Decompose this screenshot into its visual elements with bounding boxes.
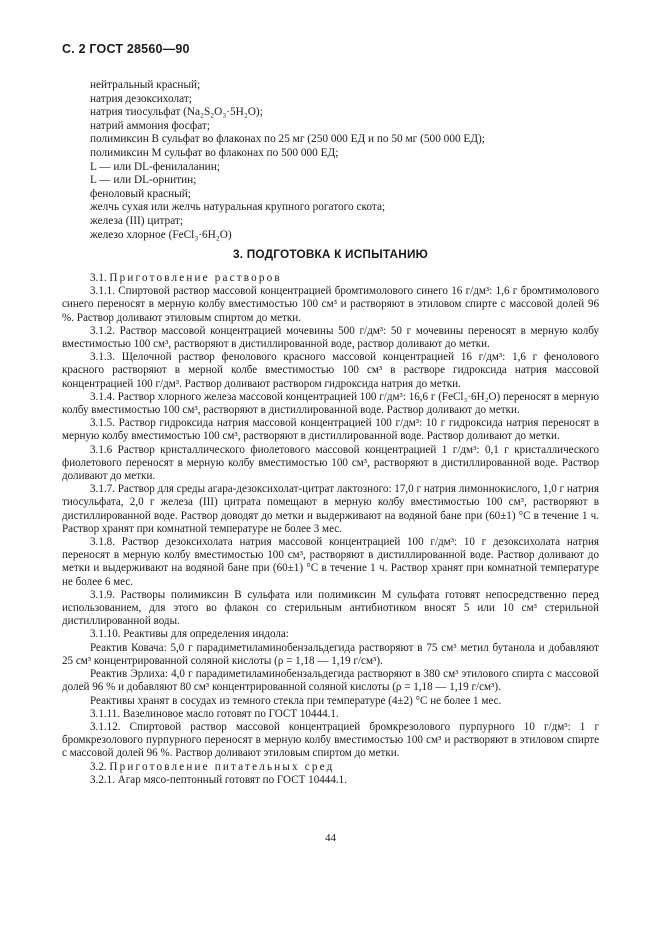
paragraph: 3.1.7. Раствор для среды агара-дезоксихолат-цитрат лактозного: 17,0 г натрия лимоннокислого, 1,0 г натрия тиосульфата, 2,0 г железа (III) цитрата помещают в мерную колбу вместимостью 100 см³, растворяют в дистиллированной воде. Раствор доводят до метки и выдерживают на водяной бане при (60±1) °С в течение 1 ч. Раствор хранят при комнатной температуре не более 3 мес. <box>62 483 600 535</box>
paragraph: 3.1.5. Раствор гидроксида натрия массовой концентрацией 100 г/дм³: 10 г гидроксида натрия переносят в мерную колбу вместимостью 100 см³, растворяют в дистиллированной воде. Раствор доливают до метки. <box>62 417 599 443</box>
list-item: L — или DL-фенилаланин; <box>90 160 220 173</box>
section-body <box>62 272 599 787</box>
list-item: натрия тиосульфат (Na₂S₂O₃·5H₂O); <box>90 106 263 119</box>
list-item: полимиксин В сульфат во флаконах по 25 мг (250 000 ЕД и по 50 мг (500 000 ЕД); <box>90 133 485 146</box>
list-item: феноловый красный; <box>90 187 191 200</box>
list-item: натрий аммония фосфат; <box>90 119 210 132</box>
section-title: 3. ПОДГОТОВКА К ИСПЫТАНИЮ <box>233 247 428 261</box>
paragraph: 3.1.6 Раствор кристаллического фиолетового массовой концентрацией 1 г/дм³: 0,1 г кристаллического фиолетового переносят в мерную колбу вместимостью 100 см³, растворяют в дистиллированной воде. Раствор доливают до метки. <box>62 443 599 483</box>
subsection-heading <box>62 761 599 774</box>
subsection-heading <box>62 272 599 285</box>
paragraph: 3.1.4. Раствор хлорного железа массовой концентрацией 100 г/дм³: 16,6 г (FeCl₃·6H₂O) переносят в мерную колбу вместимостью 100 см³, растворяют в дистиллированной воде. Раствор доливают до метки. <box>62 390 599 417</box>
subsection-number: 3.2. <box>90 760 107 773</box>
subsection-title: Приготовление растворов <box>109 272 282 284</box>
list-item: полимиксин М сульфат во флаконах по 500 000 ЕД; <box>90 146 339 159</box>
paragraph: Реактив Эрлиха: 4,0 г парадиметиламинобензальдегида растворяют в 380 см³ этилового спирта с массовой долей 96 % и добавляют 80 см³ концентрированной соляной кислоты (ρ = 1,18 — 1,19 г/см³). <box>62 668 599 694</box>
paragraph: 3.1.3. Щелочной раствор фенолового красного массовой концентрацией 16 г/дм³: 1,6 г фенолового красного растворяют в мерной колбе вместимостью 100 см³ в растворе гидроксида натрия массовой концентрацией 100 г/дм³. Раствор доливают раствором гидроксида натрия до метки. <box>62 351 599 390</box>
list-item: железа (III) цитрат; <box>90 214 184 227</box>
paragraph: 3.1.8. Раствор дезоксихолата натрия массовой концентрацией 100 г/дм³: 10 г дезоксихолата натрия переносят в мерную колбу вместимостью 100 см³, растворяют в дистиллированной воде. Раствор доливают до метки и выдерживают на водяной бане при (60±1) °С в течение 1 ч. Раствор хранят при комнатной температуре не более 6 мес. <box>62 536 599 588</box>
reagent-list <box>90 79 610 242</box>
paragraph: 3.1.10. Реактивы для определения индола: <box>90 628 289 641</box>
paragraph: Реактивы хранят в сосудах из темного стекла при температуре (4±2) °С не более 1 мес. <box>90 694 502 707</box>
subsection-number: 3.1. <box>90 272 107 284</box>
page-number: 44 <box>325 832 336 844</box>
list-item: L — или DL-орнитин; <box>90 174 197 187</box>
subsection-title: Приготовление питательных сред <box>109 760 335 773</box>
page-header: С. 2 ГОСТ 28560—90 <box>62 42 190 56</box>
paragraph: 3.1.11. Вазелиновое масло готовят по ГОСТ 10444.1. <box>90 707 339 720</box>
paragraph: 3.1.9. Растворы полимиксин В сульфата или полимиксин М сульфата готовят непосредственно перед использованием, для этого во флакон со стерильным антибиотиком вносят 5 или 10 см³ стерильной дистиллированной воды. <box>62 588 599 628</box>
paragraph: Реактив Ковача: 5,0 г парадиметиламинобензальдегида растворяют в 75 см³ метил бутанола и добавляют 25 см³ концентрированной соляной кислоты (ρ = 1,18 — 1,19 г/см³). <box>62 641 599 667</box>
list-item: нейтральный красный; <box>90 79 201 91</box>
paragraph: 3.2.1. Агар мясо-пептонный готовят по ГОСТ 10444.1. <box>90 773 347 786</box>
list-item: натрия дезоксихолат; <box>90 92 192 105</box>
paragraph: 3.1.1. Спиртовой раствор массовой концентрацией бромтимолового синего 16 г/дм³: 1,6 г бромтимолового синего переносят в мерную колбу вместимостью 100 см³ и растворяют в этиловом спирте с массовой долей 96 %. Раствор доливают этиловым спиртом до метки. <box>62 285 599 324</box>
list-item: железо хлорное (FeCl₃·6H₂O) <box>90 228 232 241</box>
paragraph: 3.1.2. Раствор массовой концентрацией мочевины 500 г/дм³: 50 г мочевины переносят в мерную колбу вместимостью 100 см³, растворяют в дистиллированной воде, раствор доливают до метки. <box>62 324 599 351</box>
paragraph: 3.1.12. Спиртовой раствор массовой концентрацией бромкрезолового пурпурного 10 г/дм³: 1 г бромкрезолового пурпурного переносят в мерную колбу вместимостью 100 см³ и растворяют в этиловом спирте с массовой долей 96 %. Раствор доливают этиловым спиртом до метки. <box>62 720 599 760</box>
list-item: желчь сухая или желчь натуральная крупного рогатого скота; <box>90 201 386 214</box>
